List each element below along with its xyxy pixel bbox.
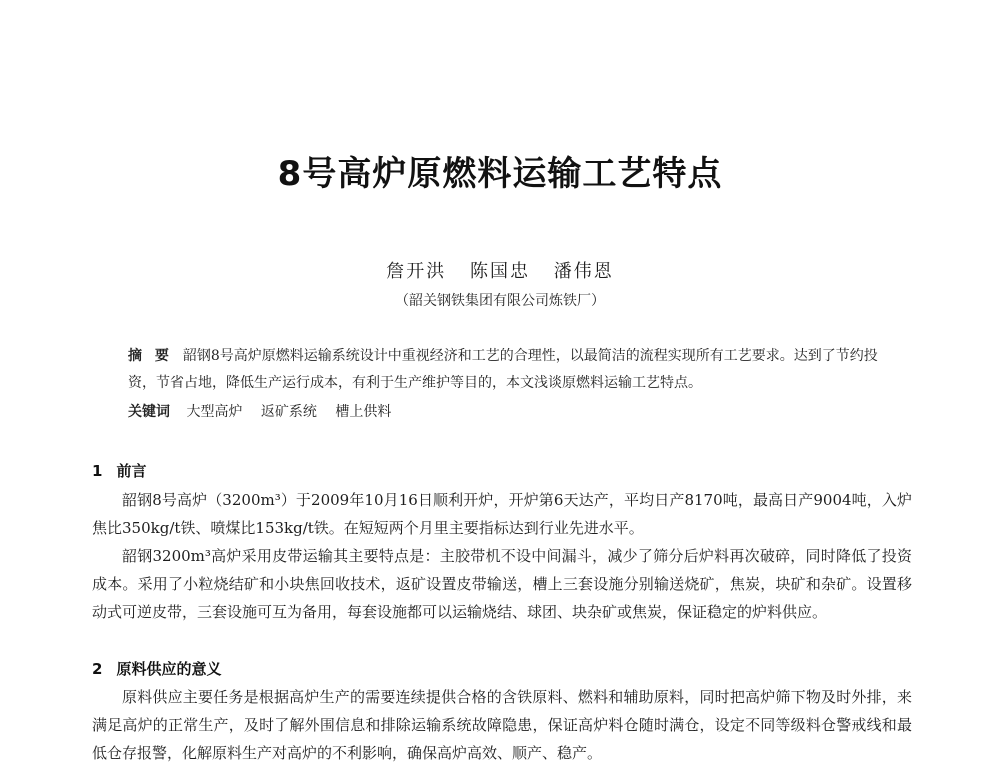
- section-body-1: [92, 486, 912, 626]
- section-title: 原料供应的意义: [116, 660, 222, 678]
- section-heading-1: [92, 460, 146, 481]
- abstract-block: [128, 343, 888, 397]
- author-affiliation: （韶关钢铁集团有限公司炼铁厂）: [395, 293, 605, 309]
- section-title: 前言: [116, 462, 147, 480]
- section-heading-2: [92, 658, 221, 679]
- author-name: 潘伟恩: [553, 261, 614, 282]
- abstract-label: 摘 要: [128, 348, 173, 364]
- keywords-block: [128, 401, 888, 423]
- paragraph: 韶钢8号高炉（3200m³）于2009年10月16日顺利开炉，开炉第6天达产，平均日产8170吨，最高日产9004吨，入炉焦比350kg/t铁、喷煤比153kg/t铁。在短短两个月里主要指标达到行业先进水平。: [92, 491, 912, 537]
- paper-title: 8号高炉原燃料运输工艺特点: [277, 154, 723, 194]
- keywords-label: 关键词: [128, 404, 170, 420]
- paragraph: 韶钢3200m³高炉采用皮带运输其主要特点是：主胶带机不设中间漏斗，减少了筛分后炉料再次破碎，同时降低了投资成本。采用了小粒烧结矿和小块焦回收技术，返矿设置皮带输送，槽上三套设施分别输送烧矿，焦炭，块矿和杂矿。设置移动式可逆皮带，三套设施可互为备用，每套设施都可以运输烧结、球团、块杂矿或焦炭，保证稳定的炉料供应。: [92, 547, 912, 621]
- keyword: 返矿系统: [260, 404, 317, 420]
- paragraph: 原料供应主要任务是根据高炉生产的需要连续提供合格的含铁原料、燃料和辅助原料，同时把高炉筛下物及时外排，来满足高炉的正常生产，及时了解外围信息和排除运输系统故障隐患，保证高炉料仓随时满仓，设定不同等级料仓警戒线和最低仓存报警，化解原料生产对高炉的不利影响，确保高炉高效、顺产、稳产。: [92, 688, 912, 762]
- author-name: 陈国忠: [470, 261, 530, 282]
- section-body-2: [92, 683, 912, 767]
- author-name: 詹开洪: [386, 261, 447, 282]
- section-number: 1: [92, 462, 103, 480]
- section-number: 2: [92, 660, 103, 678]
- keyword: 大型高炉: [186, 404, 243, 420]
- abstract-text: 韶钢8号高炉原燃料运输系统设计中重视经济和工艺的合理性，以最简洁的流程实现所有工艺要求。达到了节约投资，节省占地，降低生产运行成本，有利于生产维护等目的，本文浅谈原燃料运输工艺特点。: [128, 348, 878, 391]
- author-list: [0, 257, 1000, 283]
- keyword: 槽上供料: [335, 404, 392, 420]
